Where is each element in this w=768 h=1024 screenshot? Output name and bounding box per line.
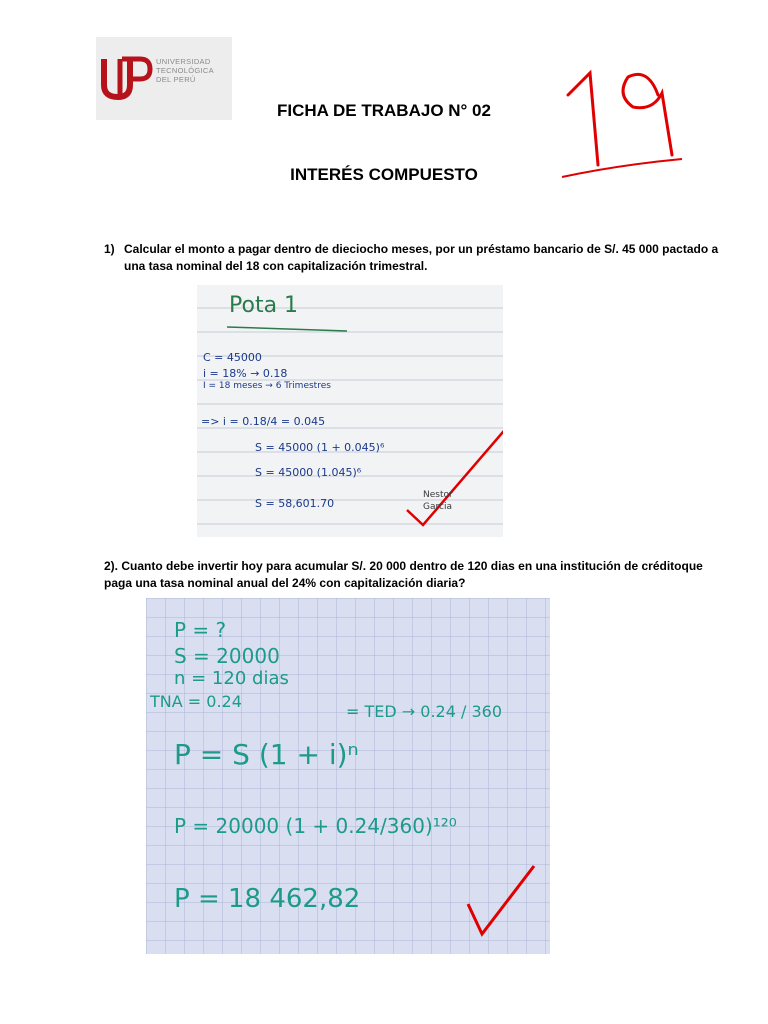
q1-work-line-6: S = 45000 (1.045)⁶ xyxy=(255,466,362,479)
q2-work-line-2: S = 20000 xyxy=(174,644,280,668)
question-2-photo xyxy=(146,598,550,954)
logo-line-3: DEL PERÚ xyxy=(156,75,196,84)
q1-work-line-5: S = 45000 (1 + 0.045)⁶ xyxy=(255,441,385,454)
q1-work-line-1: C = 45000 xyxy=(203,351,262,364)
q2-work-line-5: = TED → 0.24 / 360 xyxy=(346,702,502,721)
page-subtitle: INTERÉS COMPUESTO xyxy=(290,165,478,184)
logo-line-1: UNIVERSIDAD xyxy=(156,57,211,66)
q1-work-line-2: i = 18% → 0.18 xyxy=(203,367,288,380)
q2-work-line-7: P = 20000 (1 + 0.24/360)¹²⁰ xyxy=(174,814,457,838)
q2-work-line-6: P = S (1 + i)ⁿ xyxy=(174,738,359,771)
q1-work-line-7: S = 58,601.70 xyxy=(255,497,335,510)
grade-mark xyxy=(558,55,688,185)
q2-work-line-4: TNA = 0.24 xyxy=(150,692,242,711)
question-2-text: 2). Cuanto debe invertir hoy para acumular S/. 20 000 dentro de 120 dias en una institución de créditoque paga una tasa nominal anual del 24% con capitalización diaria? xyxy=(104,559,703,590)
q1-work-heading: Pota 1 xyxy=(229,293,299,318)
logo-line-2: TECNOLÓGICA xyxy=(156,66,214,75)
q1-signature: Nestor Garcia xyxy=(423,490,453,512)
q2-work-line-8: P = 18 462,82 xyxy=(174,884,361,914)
question-1-text: Calcular el monto a pagar dentro de dieciocho meses, por un préstamo bancario de S/. 45 000 pactado a una tasa nominal del 18 con capitalización trimestral. xyxy=(124,242,719,273)
q1-work-line-3: I = 18 meses → 6 Trimestres xyxy=(203,381,331,391)
page-title: FICHA DE TRABAJO N° 02 xyxy=(277,101,491,120)
question-1-number: 1) xyxy=(104,242,115,256)
grade-number-icon xyxy=(558,55,688,185)
q2-work-line-3: n = 120 dias xyxy=(174,668,289,689)
logo-text xyxy=(156,57,214,84)
q1-work-line-4: => i = 0.18/4 = 0.045 xyxy=(201,415,326,428)
question-1-photo xyxy=(197,285,503,537)
q2-work-line-1: P = ? xyxy=(174,618,227,642)
